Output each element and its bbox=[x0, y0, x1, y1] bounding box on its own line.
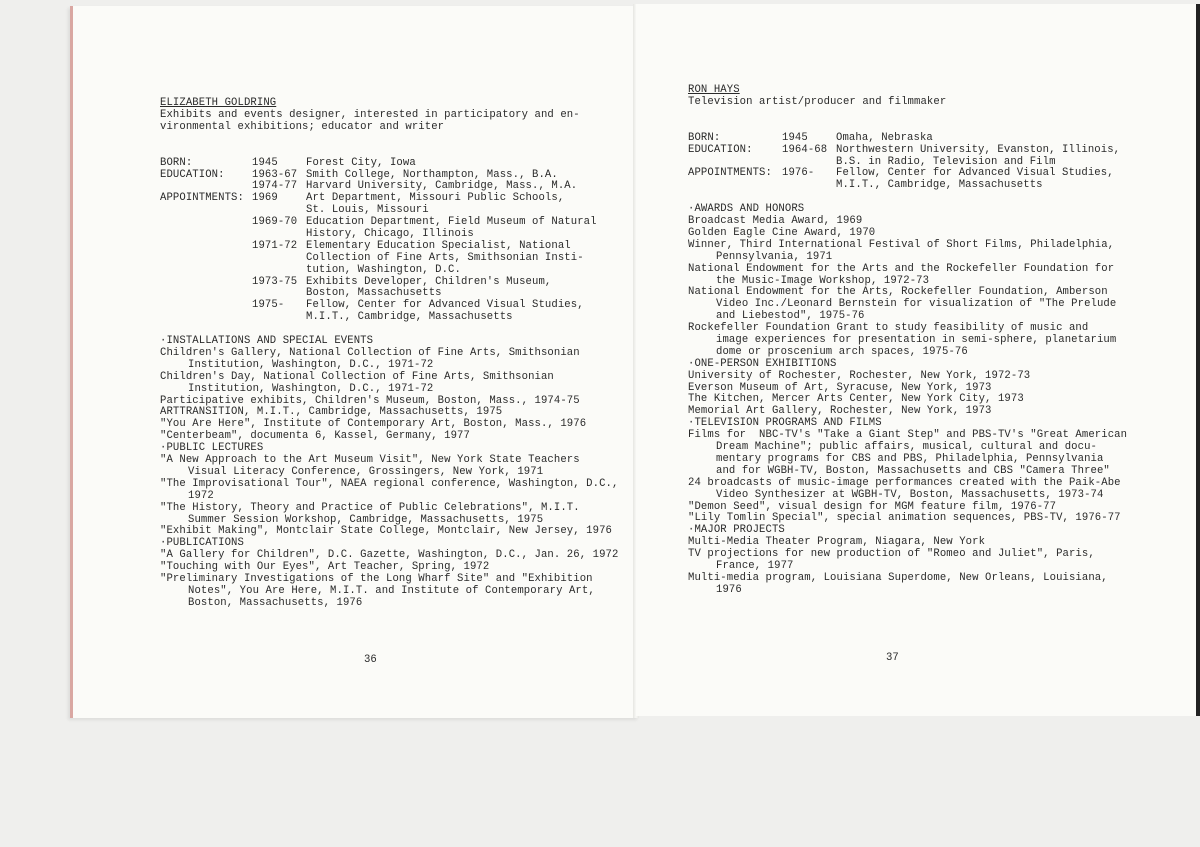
entry-line: "Demon Seed", visual design for MGM feature film, 1976-77 bbox=[688, 500, 1057, 513]
entry-line: National Endowment for the Arts and the Rockefeller Foundation for bbox=[688, 262, 1115, 275]
entry-line: Visual Literacy Conference, Grossingers, New York, 1971 bbox=[188, 465, 544, 478]
bio-year: 1976- bbox=[782, 167, 815, 180]
entry-line: "A Gallery for Children", D.C. Gazette, Washington, D.C., Jan. 26, 1972 bbox=[160, 549, 619, 562]
entry-line: ARTTRANSITION, M.I.T., Cambridge, Massachusetts, 1975 bbox=[160, 406, 503, 419]
left-page-content bbox=[160, 98, 618, 610]
entry-line: "Centerbeam", documenta 6, Kassel, Germany, 1977 bbox=[160, 430, 470, 443]
person-description: Exhibits and events designer, interested in participatory and en- bbox=[160, 108, 580, 121]
bio-year: 1945 bbox=[252, 156, 278, 169]
entry-line: the Music-Image Workshop, 1972-73 bbox=[716, 274, 930, 287]
section-heading: ·TELEVISION PROGRAMS AND FILMS bbox=[688, 417, 882, 430]
entry-line: Children's Day, National Collection of Fine Arts, Smithsonian bbox=[160, 370, 554, 383]
person-name: ELIZABETH GOLDRING bbox=[160, 97, 277, 109]
bio-text: St. Louis, Missouri bbox=[306, 204, 429, 217]
entry-line: 24 broadcasts of music-image performances created with the Paik-Abe bbox=[688, 476, 1121, 489]
bio-year: 1974-77 bbox=[252, 180, 298, 193]
entry-line: "Lily Tomlin Special", special animation sequences, PBS-TV, 1976-77 bbox=[688, 512, 1121, 525]
entry-line: Multi-media program, Louisiana Superdome, New Orleans, Louisiana, bbox=[688, 571, 1108, 584]
entry-line: National Endowment for the Arts, Rockefeller Foundation, Amberson bbox=[688, 286, 1108, 299]
bio-text: Collection of Fine Arts, Smithsonian Insti- bbox=[306, 251, 584, 264]
entry-line: Video Inc./Leonard Bernstein for visualization of "The Prelude bbox=[716, 298, 1117, 311]
person-description: Television artist/producer and filmmaker bbox=[688, 95, 947, 108]
bio-label: BORN: bbox=[160, 156, 193, 169]
bio-text: History, Chicago, Illinois bbox=[306, 228, 474, 241]
bio-label: APPOINTMENTS: bbox=[160, 192, 244, 205]
bio-text: Art Department, Missouri Public Schools, bbox=[306, 192, 565, 205]
bio-year: 1963-67 bbox=[252, 168, 298, 181]
bio-text: Boston, Massachusetts bbox=[306, 287, 442, 300]
person-description: vironmental exhibitions; educator and writer bbox=[160, 120, 445, 133]
entry-line: Institution, Washington, D.C., 1971-72 bbox=[188, 358, 434, 371]
bio-text: M.I.T., Cambridge, Massachusetts bbox=[836, 179, 1043, 192]
bio-row bbox=[688, 180, 1127, 192]
entry-line: "The Improvisational Tour", NAEA regional conference, Washington, D.C., bbox=[160, 477, 619, 490]
section-heading: ·MAJOR PROJECTS bbox=[688, 524, 785, 537]
entry-line: Everson Museum of Art, Syracuse, New York, 1973 bbox=[688, 381, 992, 394]
entry-line: Broadcast Media Award, 1969 bbox=[688, 215, 863, 228]
bio-text: Education Department, Field Museum of Natural bbox=[306, 216, 597, 229]
section-heading: ·PUBLIC LECTURES bbox=[160, 442, 264, 455]
person-name: RON HAYS bbox=[688, 84, 740, 96]
entry-line: "Touching with Our Eyes", Art Teacher, Spring, 1972 bbox=[160, 561, 490, 574]
entry-line: TV projections for new production of "Romeo and Juliet", Paris, bbox=[688, 548, 1095, 561]
bio-year: 1964-68 bbox=[782, 143, 828, 156]
page-number: 36 bbox=[364, 654, 377, 666]
spacer bbox=[160, 134, 618, 146]
entry-line: Pennsylvania, 1971 bbox=[716, 250, 833, 263]
bio-text: Exhibits Developer, Children's Museum, bbox=[306, 275, 552, 288]
bio-text: Forest City, Iowa bbox=[306, 156, 416, 169]
section-heading: ·ONE-PERSON EXHIBITIONS bbox=[688, 357, 837, 370]
entry-line: image experiences for presentation in semi-sphere, planetarium bbox=[716, 334, 1117, 347]
entry-line: The Kitchen, Mercer Arts Center, New York City, 1973 bbox=[688, 393, 1024, 406]
entry-line: Notes", You Are Here, M.I.T. and Institute of Contemporary Art, bbox=[188, 584, 595, 597]
entry-line: dome or proscenium arch spaces, 1975-76 bbox=[716, 345, 968, 358]
bio-text: Smith College, Northampton, Mass., B.A. bbox=[306, 168, 558, 181]
spacer bbox=[688, 109, 1127, 121]
entry-line: 1972 bbox=[188, 489, 214, 502]
section-heading: ·INSTALLATIONS AND SPECIAL EVENTS bbox=[160, 335, 374, 348]
bio-text: M.I.T., Cambridge, Massachusetts bbox=[306, 311, 513, 324]
bio-text: Fellow, Center for Advanced Visual Studies, bbox=[306, 299, 584, 312]
bio-text: Northwestern University, Evanston, Illinois, bbox=[836, 143, 1121, 156]
bio-text: Omaha, Nebraska bbox=[836, 131, 933, 144]
entry-line: "A New Approach to the Art Museum Visit", New York State Teachers bbox=[160, 454, 580, 467]
entry-line: France, 1977 bbox=[716, 559, 794, 572]
bio-text: Fellow, Center for Advanced Visual Studies, bbox=[836, 167, 1114, 180]
entry-line: Golden Eagle Cine Award, 1970 bbox=[688, 227, 876, 240]
entry-line: and Liebestod", 1975-76 bbox=[716, 310, 865, 323]
right-page bbox=[636, 4, 1200, 716]
left-page bbox=[70, 6, 639, 718]
bio-text: B.S. in Radio, Television and Film bbox=[836, 155, 1056, 168]
entry-line: Memorial Art Gallery, Rochester, New York, 1973 bbox=[688, 405, 992, 418]
entry-line: 1976 bbox=[716, 583, 742, 596]
entry-line: "Exhibit Making", Montclair State College, Montclair, New Jersey, 1976 bbox=[160, 525, 613, 538]
page-number: 37 bbox=[886, 652, 899, 664]
entry-line: University of Rochester, Rochester, New York, 1972-73 bbox=[688, 369, 1031, 382]
entry-line: Dream Machine"; public affairs, musical, cultural and docu- bbox=[716, 441, 1097, 454]
right-page-content bbox=[688, 85, 1127, 597]
bio-text: tution, Washington, D.C. bbox=[306, 263, 461, 276]
entry-line: "The History, Theory and Practice of Public Celebrations", M.I.T. bbox=[160, 501, 580, 514]
entry-line: Institution, Washington, D.C., 1971-72 bbox=[188, 382, 434, 395]
bio-label: EDUCATION: bbox=[160, 168, 225, 181]
entry-line: Children's Gallery, National Collection of Fine Arts, Smithsonian bbox=[160, 347, 580, 360]
bio-year: 1945 bbox=[782, 131, 808, 144]
bio-year: 1969-70 bbox=[252, 216, 298, 229]
entry-line: Video Synthesizer at WGBH-TV, Boston, Massachusetts, 1973-74 bbox=[716, 488, 1104, 501]
section-heading: ·AWARDS AND HONORS bbox=[688, 203, 805, 216]
bio-year: 1973-75 bbox=[252, 275, 298, 288]
entry-line: Films for NBC-TV's "Take a Giant Step" and PBS-TV's "Great American bbox=[688, 429, 1128, 442]
bio-text: Harvard University, Cambridge, Mass., M.A. bbox=[306, 180, 578, 193]
section-heading: ·PUBLICATIONS bbox=[160, 537, 244, 550]
entry-line: Winner, Third International Festival of Short Films, Philadelphia, bbox=[688, 238, 1115, 251]
bio-label: EDUCATION: bbox=[688, 143, 753, 156]
bio-year: 1971-72 bbox=[252, 239, 298, 252]
entry-line: "Preliminary Investigations of the Long Wharf Site" and "Exhibition bbox=[160, 572, 593, 585]
entry-line: and for WGBH-TV, Boston, Massachusetts and CBS "Camera Three" bbox=[716, 464, 1110, 477]
bio-label: APPOINTMENTS: bbox=[688, 167, 772, 180]
bio-year: 1969 bbox=[252, 192, 278, 205]
entry-line: mentary programs for CBS and PBS, Philadelphia, Pennsylvania bbox=[716, 452, 1104, 465]
entry-line: Multi-Media Theater Program, Niagara, New York bbox=[688, 536, 986, 549]
bio-year: 1975- bbox=[252, 299, 285, 312]
entry-line: Rockefeller Foundation Grant to study feasibility of music and bbox=[688, 322, 1089, 335]
entry-line: Summer Session Workshop, Cambridge, Massachusetts, 1975 bbox=[188, 513, 544, 526]
bio-text: Elementary Education Specialist, National bbox=[306, 239, 571, 252]
bio-label: BORN: bbox=[688, 131, 721, 144]
entry-line: "You Are Here", Institute of Contemporary Art, Boston, Mass., 1976 bbox=[160, 418, 587, 431]
entry-line: Participative exhibits, Children's Museum, Boston, Mass., 1974-75 bbox=[160, 394, 580, 407]
bio-row bbox=[160, 312, 618, 324]
entry-line: Boston, Massachusetts, 1976 bbox=[188, 596, 363, 609]
